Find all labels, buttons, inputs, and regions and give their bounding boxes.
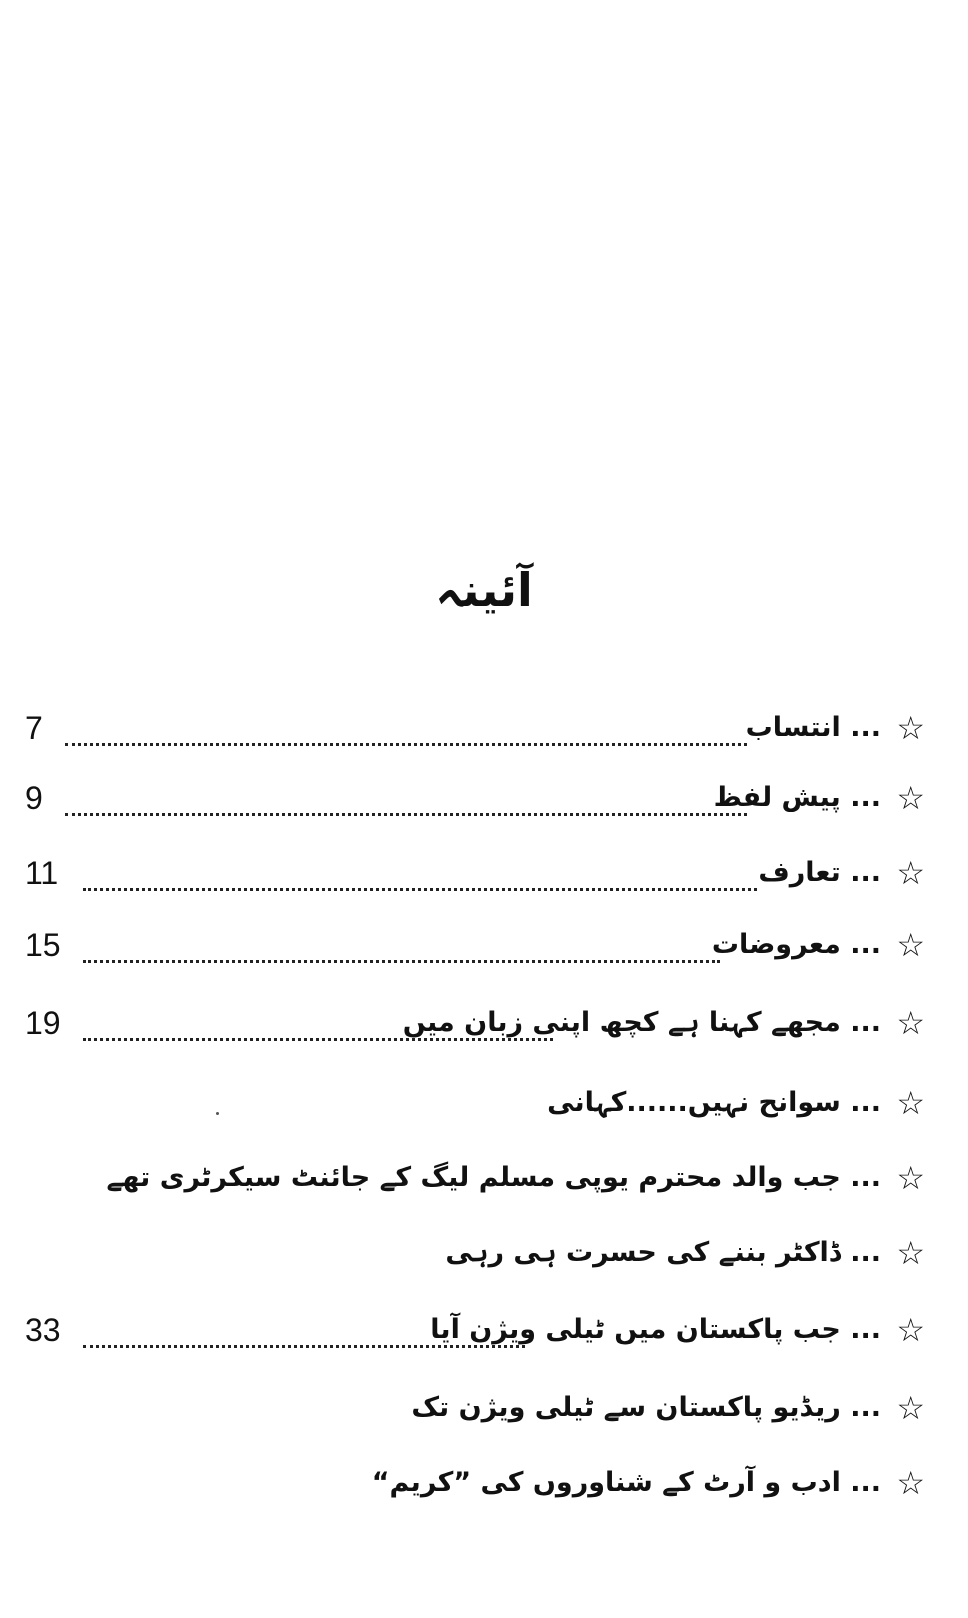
star-icon: ☆: [896, 1311, 925, 1349]
toc-entry: [25, 770, 925, 830]
star-icon: ☆: [896, 854, 925, 892]
toc-entry: [25, 1225, 925, 1285]
toc-entry-page-number: 19: [25, 1005, 61, 1041]
star-icon: ☆: [896, 779, 925, 817]
dot-leader: [83, 1038, 553, 1041]
dot-leader: [83, 1345, 525, 1348]
toc-entry-page-number: 9: [25, 780, 43, 816]
toc-entry: [25, 700, 925, 760]
toc-entry-label: ... سوانح نہیں......کہانی: [547, 1087, 881, 1118]
toc-entry-label: ... جب والد محترم یوپی مسلم لیگ کے جائنٹ سیکرٹری تھے: [106, 1162, 881, 1193]
star-icon: ☆: [896, 1004, 925, 1042]
toc-entry-label: ... تعارف: [758, 857, 881, 888]
dot-leader: [65, 813, 747, 816]
toc-entry-label: ... ادب و آرٹ کے شناوروں کی ”کریم“: [371, 1467, 881, 1498]
toc-entry: [25, 1455, 925, 1515]
dot-leader: [83, 888, 757, 891]
star-icon: ☆: [896, 1234, 925, 1272]
toc-entry-label: ... ریڈیو پاکستان سے ٹیلی ویژن تک: [411, 1392, 881, 1423]
star-icon: ☆: [896, 1389, 925, 1427]
toc-entry: [25, 995, 925, 1055]
toc-entry: [25, 845, 925, 905]
toc-entry-page-number: 33: [25, 1312, 61, 1348]
toc-entry-page-number: 11: [25, 855, 59, 891]
star-icon: ☆: [896, 1084, 925, 1122]
star-icon: ☆: [896, 1159, 925, 1197]
toc-entry: [25, 917, 925, 977]
star-icon: ☆: [896, 1464, 925, 1502]
toc-entry: [25, 1380, 925, 1440]
toc-entry-label: ... پیش لفظ: [713, 782, 881, 813]
scan-speck: [216, 1112, 219, 1115]
toc-entry-label: ... معروضات: [711, 929, 881, 960]
dot-leader: [83, 960, 720, 963]
toc-entry-label: ... ڈاکٹر بننے کی حسرت ہی رہی: [445, 1237, 881, 1268]
star-icon: ☆: [896, 709, 925, 747]
toc-entry: [25, 1075, 925, 1135]
toc-entry-label: ... جب پاکستان میں ٹیلی ویژن آیا: [430, 1314, 881, 1345]
toc-entry: [25, 1302, 925, 1362]
toc-entry-label: ... انتساب: [745, 712, 881, 743]
page-title: آئینہ: [435, 563, 533, 617]
toc-entry-label: ... مجھے کہنا ہے کچھ اپنی زبان میں: [402, 1007, 881, 1038]
dot-leader: [65, 743, 747, 746]
toc-entry-page-number: 15: [25, 927, 61, 963]
star-icon: ☆: [896, 926, 925, 964]
toc-entry-page-number: 7: [25, 710, 43, 746]
toc-entry: [25, 1150, 925, 1210]
